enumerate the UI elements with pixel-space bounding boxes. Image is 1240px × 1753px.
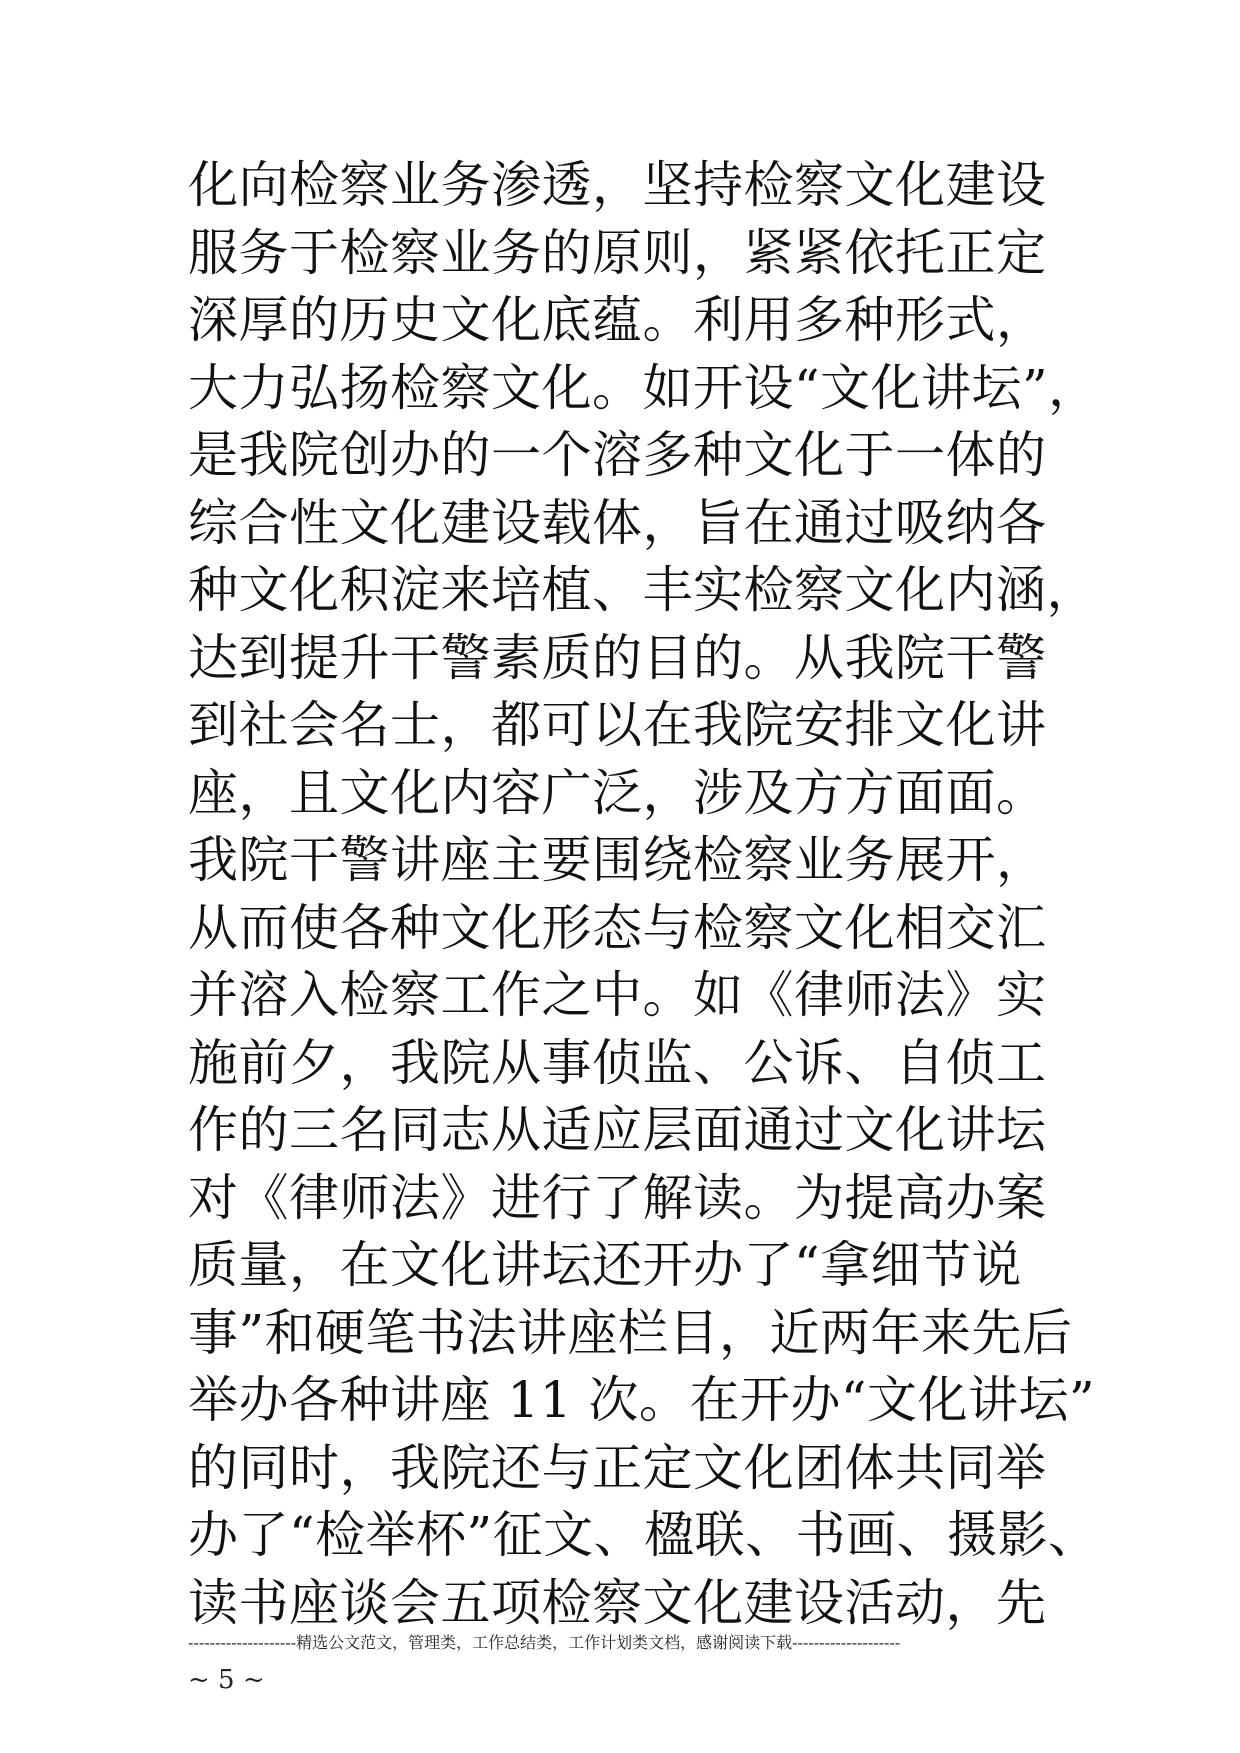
- page-number: ~ 5 ~: [188, 1665, 265, 1695]
- text-line: 读书座谈会五项检察文化建设活动，先: [188, 1573, 1047, 1632]
- text-line: 综合性文化建设载体，旨在通过吸纳各: [188, 493, 1047, 552]
- text-line: 从而使各种文化形态与检察文化相交汇: [188, 898, 1047, 957]
- text-line: 是我院创办的一个溶多种文化于一体的: [188, 426, 1047, 484]
- footer-divider-text: --------------------精选公文范文，管理类，工作总结类，工作计划类文档，感谢阅读下载--------------------: [188, 1633, 901, 1652]
- text-line: 办了“检举杯”征文、楹联、书画、摄影、: [188, 1506, 1099, 1564]
- text-line: 质量，在文化讲坛还开办了“拿细节说: [188, 1236, 1023, 1294]
- text-line: 种文化积淀来培植、丰实检察文化内涵，: [188, 561, 1097, 619]
- text-line: 的同时，我院还与正定文化团体共同举: [188, 1438, 1047, 1497]
- text-line: 施前夕，我院从事侦监、公诉、自侦工: [188, 1033, 1047, 1092]
- text-line: 我院干警讲座主要围绕检察业务展开，: [188, 831, 1047, 889]
- text-line: 并溶入检察工作之中。如《律师法》实: [188, 966, 1047, 1024]
- text-line: 作的三名同志从适应层面通过文化讲坛: [188, 1101, 1047, 1159]
- text-line: 到社会名士，都可以在我院安排文化讲: [188, 696, 1047, 754]
- text-line: 化向检察业务渗透，坚持检察文化建设: [188, 156, 1047, 214]
- text-line: 达到提升干警素质的目的。从我院干警: [188, 628, 1047, 687]
- text-line: 事”和硬笔书法讲座栏目，近两年来先后: [188, 1303, 1073, 1362]
- text-line: 深厚的历史文化底蕴。利用多种形式，: [188, 291, 1047, 349]
- text-line: 对《律师法》进行了解读。为提高办案: [188, 1168, 1047, 1227]
- text-line: 举办各种讲座 11 次。在开办“文化讲坛”: [188, 1371, 1096, 1429]
- body-text: [188, 152, 1099, 1637]
- text-line: 服务于检察业务的原则，紧紧依托正定: [188, 223, 1047, 282]
- text-line: 座，且文化内容广泛，涉及方方面面。: [188, 763, 1047, 822]
- text-line: 大力弘扬检察文化。如开设“文化讲坛”，: [188, 358, 1099, 417]
